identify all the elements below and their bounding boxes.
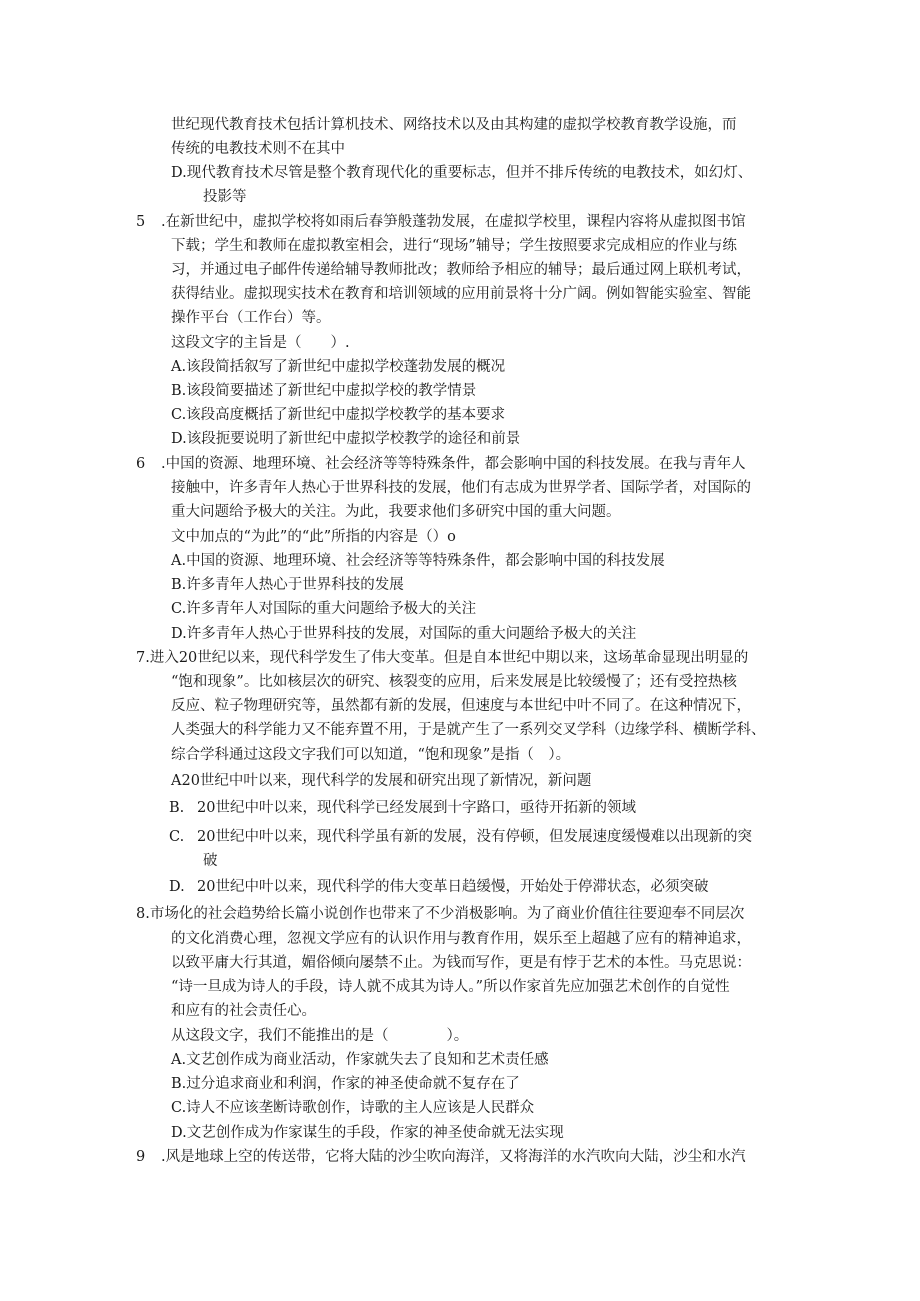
question-8-line: 和应有的社会责任心。 [171,1003,316,1019]
question-7-option-c-label: C. [169,829,185,845]
question-5-prompt: 这段文字的主旨是（ ）. [171,335,350,351]
question-6-line: 重大问题给予极大的关注。为此，我要求他们多研究中国的重大问题。 [171,504,621,520]
question-7-line: 反应、粒子物理研究等，虽然都有新的发展，但速度与本世纪中叶不同了。在这种情况下， [171,698,751,714]
question-8-option-a: A.文艺创作成为商业活动，作家就失去了良知和艺术责任感 [171,1052,549,1068]
question-6-line: .中国的资源、地理环境、社会经济等等特殊条件，都会影响中国的科技发展。在我与青年人 [161,456,746,472]
question-7-line: “饱和现象”。比如核层次的研究、核裂变的应用，后来发展是比较缓慢了；还有受控热核 [171,674,737,690]
question-5-option-d: D.该段扼要说明了新世纪中虚拟学校教学的途径和前景 [171,431,521,447]
question-6-prompt: 文中加点的“为此”的“此”所指的内容是（）o [171,529,456,545]
question-6-line: 接触中，许多青年人热心于世界科技的发展，他们有志成为世界学者、国际学者，对国际的 [171,480,751,496]
question-7-line: 7.进入20世纪以来，现代科学发生了伟大变革。但是自本世纪中期以来，这场革命显现出明显的 [136,650,749,666]
intro-line-2: 传统的电教技术则不在其中 [171,141,345,157]
question-8-line: 8.市场化的社会趋势给长篇小说创作也带来了不少消极影响。为了商业价值往往要迎奉不同层次 [136,906,745,922]
question-5-line: 获得结业。虚拟现实技术在教育和培训领域的应用前景将十分广阔。例如智能实验室、智能 [171,286,751,302]
question-6-number: 6 [136,456,146,472]
question-9-line: .风是地球上空的传送带，它将大陆的沙尘吹向海洋，又将海洋的水汽吹向大陆，沙尘和水汽 [161,1149,746,1165]
question-6-option-a: A.中国的资源、地理环境、社会经济等等特殊条件，都会影响中国的科技发展 [171,553,665,569]
question-8-line: “诗一旦成为诗人的手段，诗人就不成其为诗人。”所以作家首先应加强艺术创作的自觉性 [171,979,730,995]
question-6-option-c: C.许多青年人对国际的重大问题给予极大的关注 [171,601,477,617]
question-6-option-d: D.许多青年人热心于世界科技的发展，对国际的重大问题给予极大的关注 [171,626,637,642]
question-8-prompt: 从这段文字，我们不能推出的是（ ）。 [171,1028,469,1044]
question-7-option-b-label: B. [169,800,185,816]
question-5-line: 操作平台（工作台）等。 [171,310,331,326]
question-7-option-d-label: D. [169,879,185,895]
question-7-option-d: 20世纪中叶以来，现代科学的伟大变革日趋缓慢，开始处于停滞状态，必须突破 [197,879,709,895]
intro-option-d-line-2: 投影等 [203,189,247,205]
question-7-option-c-line-1: 20世纪中叶以来，现代科学虽有新的发展，没有停顿，但发展速度缓慢难以出现新的突 [197,829,752,845]
question-5-line: .在新世纪中，虚拟学校将如雨后春笋般蓬勃发展，在虚拟学校里，课程内容将从虚拟图书馆 [161,214,746,230]
question-7-option-c-line-2: 破 [203,853,218,869]
question-7-option-b: 20世纪中叶以来，现代科学已经发展到十字路口，亟待开拓新的领域 [197,800,636,816]
question-8-option-d: D.文艺创作成为作家谋生的手段，作家的神圣使命就无法实现 [171,1125,564,1141]
question-5-option-b: B.该段简要描述了新世纪中虚拟学校的教学情景 [171,383,477,399]
question-9-number: 9 [136,1149,146,1165]
question-5-line: 习，并通过电子邮件传递给辅导教师批改；教师给予相应的辅导；最后通过网上联机考试， [171,262,751,278]
question-7-line: 综合学科通过这段文字我们可以知道，“饱和现象”是指（ ）。 [171,747,571,763]
intro-option-d-line-1: D.现代教育技术尽管是整个教育现代化的重要标志，但并不排斥传统的电教技术，如幻灯、 [171,165,753,181]
question-5-option-a: A.该段简括叙写了新世纪中虚拟学校蓬勃发展的概况 [171,359,506,375]
question-6-option-b: B.许多青年人热心于世界科技的发展 [171,577,404,593]
intro-line-1: 世纪现代教育技术包括计算机技术、网络技术以及由其构建的虚拟学校教育教学设施，而 [171,117,737,133]
question-8-line: 以致平庸大行其道，媚俗倾向屡禁不止。为钱而写作，更是有悖于艺术的本性。马克思说： [171,955,751,971]
question-5-line: 下载；学生和教师在虚拟教室相会，进行“现场”辅导；学生按照要求完成相应的作业与练 [171,238,737,254]
question-8-option-c: C.诗人不应该垄断诗歌创作，诗歌的主人应该是人民群众 [171,1100,535,1116]
question-7-option-a: A20世纪中叶以来，现代科学的发展和研究出现了新情况，新问题 [171,773,592,789]
question-5-number: 5 [136,214,146,230]
question-5-option-c: C.该段高度概括了新世纪中虚拟学校教学的基本要求 [171,407,506,423]
question-8-option-b: B.过分追求商业和利润，作家的神圣使命就不复存在了 [171,1076,520,1092]
question-8-line: 的文化消费心理，忽视文学应有的认识作用与教育作用，娱乐至上超越了应有的精神追求， [171,931,751,947]
question-7-line: 人类强大的科学能力又不能弃置不用，于是就产生了一系列交叉学科（边缘学科、横断学科、 [171,722,766,738]
